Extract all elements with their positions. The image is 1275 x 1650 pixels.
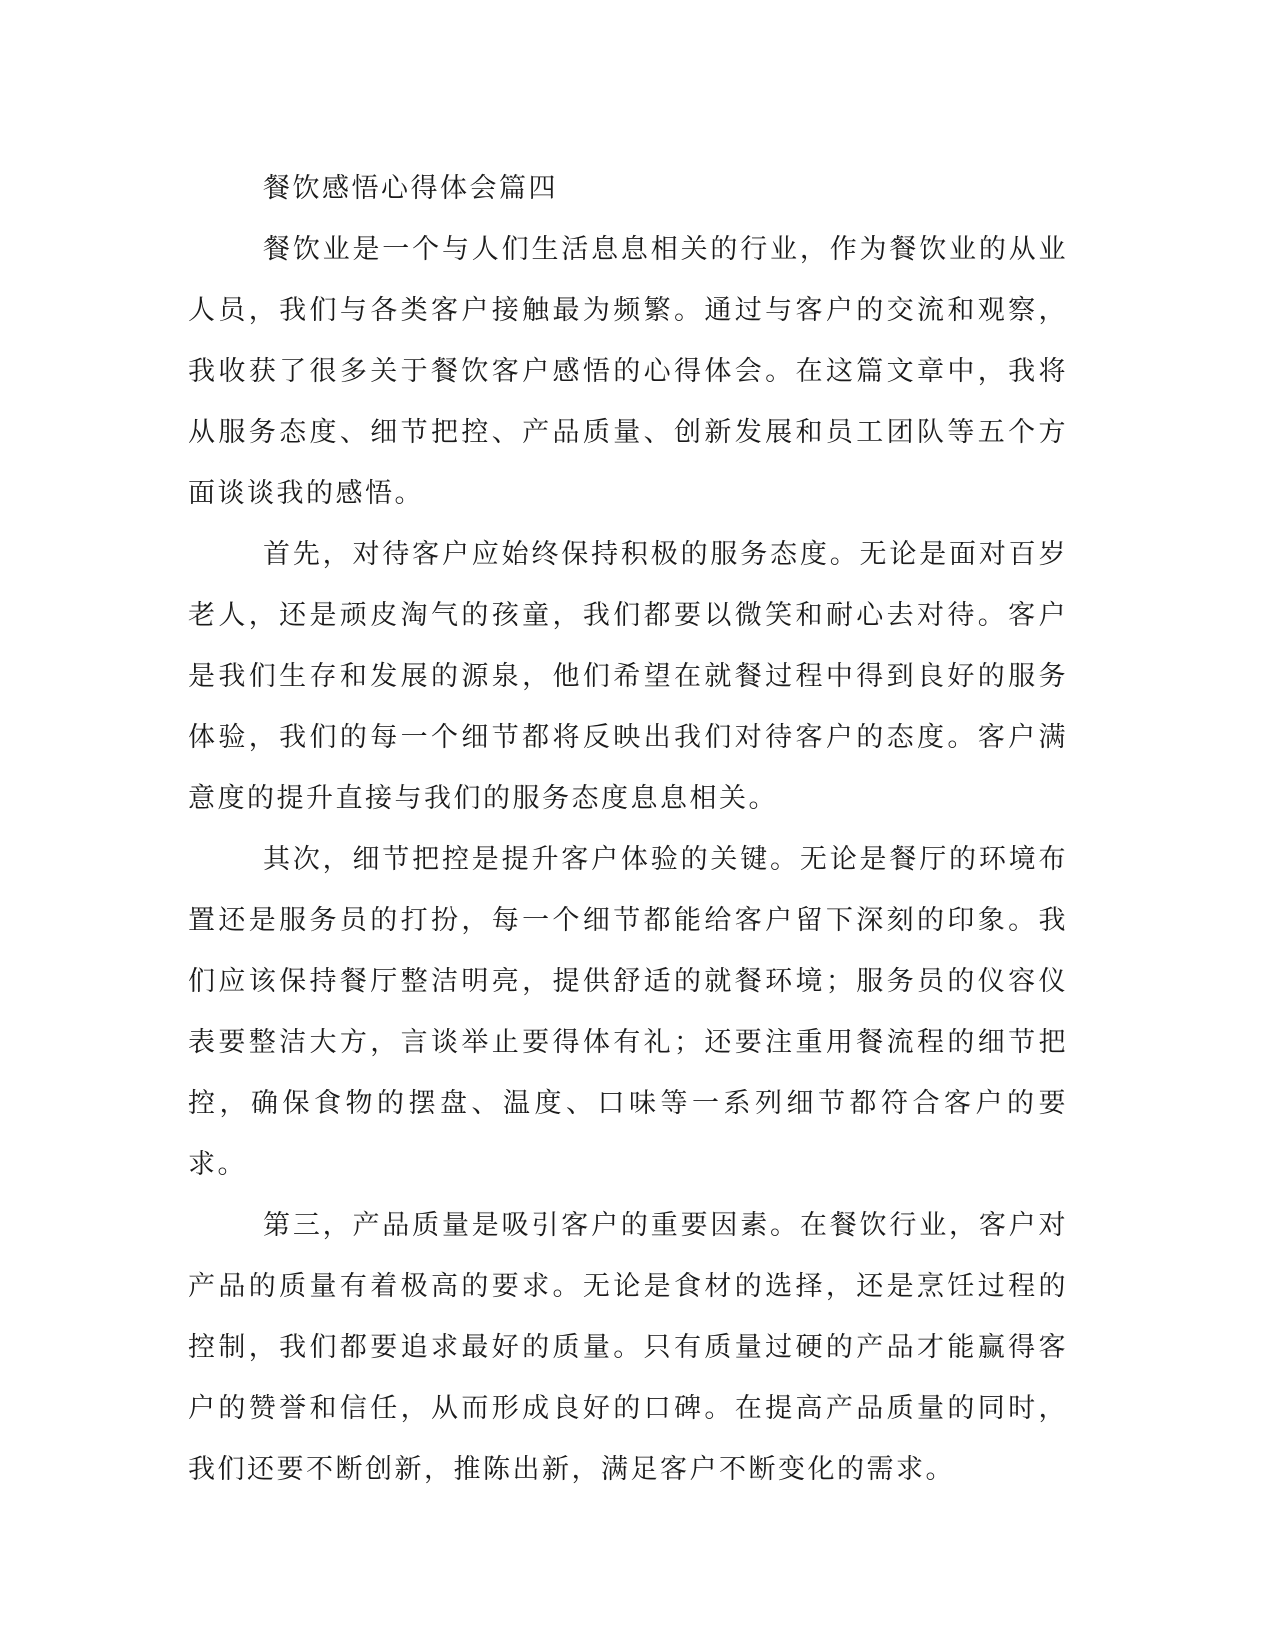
paragraph-service-attitude: 首先，对待客户应始终保持积极的服务态度。无论是面对百岁老人，还是顽皮淘气的孩童，我们都要以微笑和耐心去对待。客户是我们生存和发展的源泉，他们希望在就餐过程中得到良好的服务体验，我们的每一个细节都将反映出我们对待客户的态度。客户满意度的提升直接与我们的服务态度息息相关。 (188, 539, 1068, 814)
paragraph-detail-control: 其次，细节把控是提升客户体验的关键。无论是餐厅的环境布置还是服务员的打扮，每一个细节都能给客户留下深刻的印象。我们应该保持餐厅整洁明亮，提供舒适的就餐环境；服务员的仪容仪表要整洁大方，言谈举止要得体有礼；还要注重用餐流程的细节把控，确保食物的摆盘、温度、口味等一系列细节都符合客户的要求。 (188, 844, 1068, 1180)
document-title: 餐饮感悟心得体会篇四 (263, 173, 558, 204)
document-body (188, 158, 1068, 1500)
paragraph-intro: 餐饮业是一个与人们生活息息相关的行业，作为餐饮业的从业人员，我们与各类客户接触最为频繁。通过与客户的交流和观察，我收获了很多关于餐饮客户感悟的心得体会。在这篇文章中，我将从服务态度、细节把控、产品质量、创新发展和员工团队等五个方面谈谈我的感悟。 (188, 234, 1068, 509)
paragraph-product-quality: 第三，产品质量是吸引客户的重要因素。在餐饮行业，客户对产品的质量有着极高的要求。无论是食材的选择，还是烹饪过程的控制，我们都要追求最好的质量。只有质量过硬的产品才能赢得客户的赞誉和信任，从而形成良好的口碑。在提高产品质量的同时，我们还要不断创新，推陈出新，满足客户不断变化的需求。 (188, 1210, 1068, 1485)
